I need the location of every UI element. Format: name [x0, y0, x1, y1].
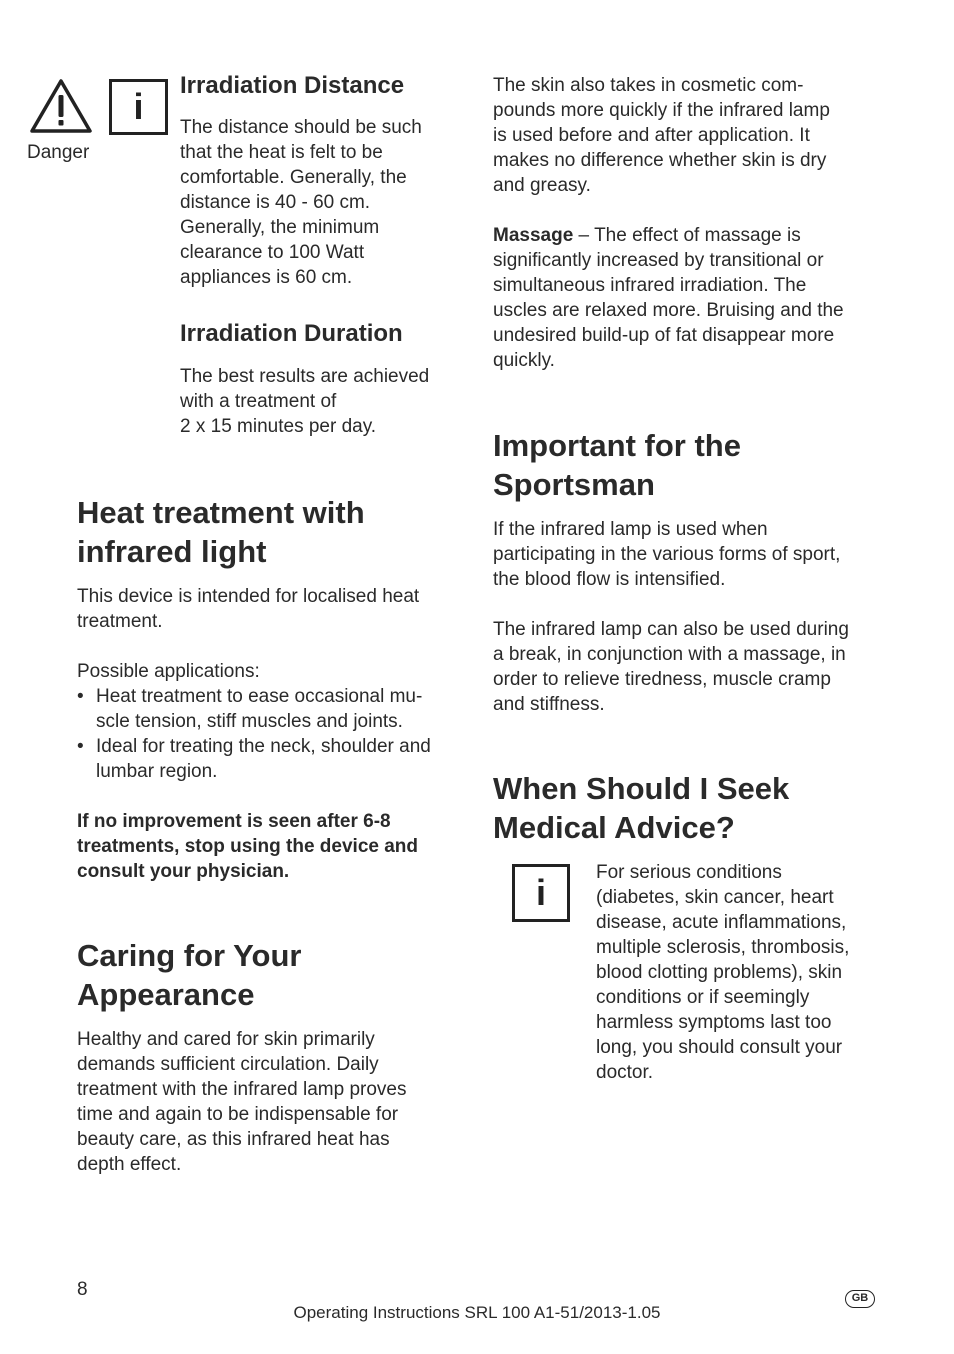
- text-line: a break, in conjunction with a massage, in: [493, 644, 846, 665]
- text-line: participating in the various forms of sport,: [493, 544, 841, 565]
- medical-paragraph: [596, 860, 849, 1085]
- text-line: depth effect.: [77, 1154, 182, 1175]
- title-line: Heat treatment with: [77, 495, 365, 530]
- list-item: [77, 734, 467, 784]
- bullet-glyph: •: [77, 736, 84, 757]
- text-line: If no improvement is seen after 6-8: [77, 811, 391, 832]
- text-line: beauty care, as this infrared heat has: [77, 1129, 390, 1150]
- text-line: harmless symptoms last too: [596, 1012, 832, 1033]
- massage-line-rest: – The effect of massage is: [573, 225, 801, 246]
- text-line: This device is intended for localised heat: [77, 586, 420, 607]
- text-line: simultaneous infrared irradiation. The: [493, 275, 807, 296]
- text-line: The distance should be such: [180, 117, 422, 138]
- title-line: infrared light: [77, 534, 267, 569]
- applications-label: Possible applications:: [77, 661, 260, 682]
- title-line: When Should I Seek: [493, 771, 790, 806]
- text-line: Healthy and cared for skin primarily: [77, 1029, 375, 1050]
- text-line: with a treatment of: [180, 391, 337, 412]
- text-line: appliances is 60 cm.: [180, 267, 353, 288]
- page-number: 8: [77, 1279, 88, 1300]
- text-line: treatment.: [77, 611, 163, 632]
- info-icon: [512, 864, 570, 922]
- text-line: is used before and after application. It: [493, 125, 810, 146]
- text-line: The best results are achieved: [180, 366, 430, 387]
- text-line: time and again to be indispensable for: [77, 1104, 399, 1125]
- title-line: Medical Advice?: [493, 810, 735, 845]
- massage-paragraph: [493, 223, 844, 373]
- medical-title: [493, 769, 789, 847]
- text-line: demands sufficient circulation. Daily: [77, 1054, 379, 1075]
- text-line: For serious conditions: [596, 862, 782, 883]
- title-line: Sportsman: [493, 467, 655, 502]
- title-line: Appearance: [77, 977, 255, 1012]
- text-line: treatment with the infrared lamp proves: [77, 1079, 407, 1100]
- sportsman-section: [493, 426, 893, 717]
- text-line: order to relieve tiredness, muscle cramp: [493, 669, 831, 690]
- text-line: lumbar region.: [96, 761, 218, 782]
- country-badge: GB: [845, 1290, 875, 1308]
- text-line: disease, acute inflammations,: [596, 912, 847, 933]
- text-line: distance is 40 - 60 cm.: [180, 192, 371, 213]
- text-line: doctor.: [596, 1062, 654, 1083]
- irradiation-distance-section: [180, 71, 422, 290]
- text-line: undesired build-up of fat disappear more: [493, 325, 835, 346]
- text-line: makes no difference whether skin is dry: [493, 150, 827, 171]
- text-line: significantly increased by transitional or: [493, 250, 824, 271]
- text-line: (diabetes, skin cancer, heart: [596, 887, 834, 908]
- text-line: and stiffness.: [493, 694, 605, 715]
- text-line: conditions or if seemingly: [596, 987, 810, 1008]
- text-line: comfortable. Generally, the: [180, 167, 407, 188]
- caring-section: [77, 936, 467, 1177]
- text-line: clearance to 100 Watt: [180, 242, 365, 263]
- massage-term: Massage: [493, 225, 574, 246]
- text-line: consult your physician.: [77, 861, 290, 882]
- text-line: blood clotting problems), skin: [596, 962, 843, 983]
- text-line: uscles are relaxed more. Bruising and the: [493, 300, 844, 321]
- document-reference: Operating Instructions SRL 100 A1-51/2013-1.05: [293, 1303, 661, 1322]
- caring-title: [77, 936, 467, 1014]
- cosmetic-paragraph: [493, 73, 830, 198]
- text-line: treatments, stop using the device and: [77, 836, 419, 857]
- danger-label: Danger: [27, 142, 90, 163]
- text-line: multiple sclerosis, thrombosis,: [596, 937, 850, 958]
- applications-list: [77, 684, 467, 784]
- irradiation-distance-title: Irradiation Distance: [180, 72, 405, 99]
- physician-warning: [77, 809, 467, 884]
- text-line: Ideal for treating the neck, shoulder and: [96, 736, 431, 757]
- info-icon: [109, 79, 168, 135]
- text-line: and greasy.: [493, 175, 591, 196]
- info-glyph: i: [133, 86, 144, 127]
- text-line: If the infrared lamp is used when: [493, 519, 768, 540]
- danger-warning-icon: [29, 78, 93, 134]
- text-line: Heat treatment to ease occasional mu-: [96, 686, 423, 707]
- sportsman-title: [493, 426, 893, 504]
- title-line: Caring for Your: [77, 938, 302, 973]
- info-glyph: i: [535, 872, 546, 913]
- text-line: The infrared lamp can also be used during: [493, 619, 849, 640]
- heat-treatment-section: [77, 493, 467, 884]
- text-line: long, you should consult your: [596, 1037, 843, 1058]
- text-line: quickly.: [493, 350, 555, 371]
- irradiation-duration-title: Irradiation Duration: [180, 320, 403, 347]
- text-line: the blood flow is intensified.: [493, 569, 726, 590]
- list-item: [77, 684, 467, 734]
- heat-treatment-title: [77, 493, 467, 571]
- text-line: The skin also takes in cosmetic com-: [493, 75, 804, 96]
- text-line: 2 x 15 minutes per day.: [180, 416, 377, 437]
- text-line: scle tension, stiff muscles and joints.: [96, 711, 403, 732]
- text-line: that the heat is felt to be: [180, 142, 383, 163]
- title-line: Important for the: [493, 428, 741, 463]
- bullet-glyph: •: [77, 686, 84, 707]
- text-line: [493, 223, 844, 248]
- irradiation-duration-section: [180, 319, 429, 439]
- text-line: pounds more quickly if the infrared lamp: [493, 100, 830, 121]
- text-line: Generally, the minimum: [180, 217, 380, 238]
